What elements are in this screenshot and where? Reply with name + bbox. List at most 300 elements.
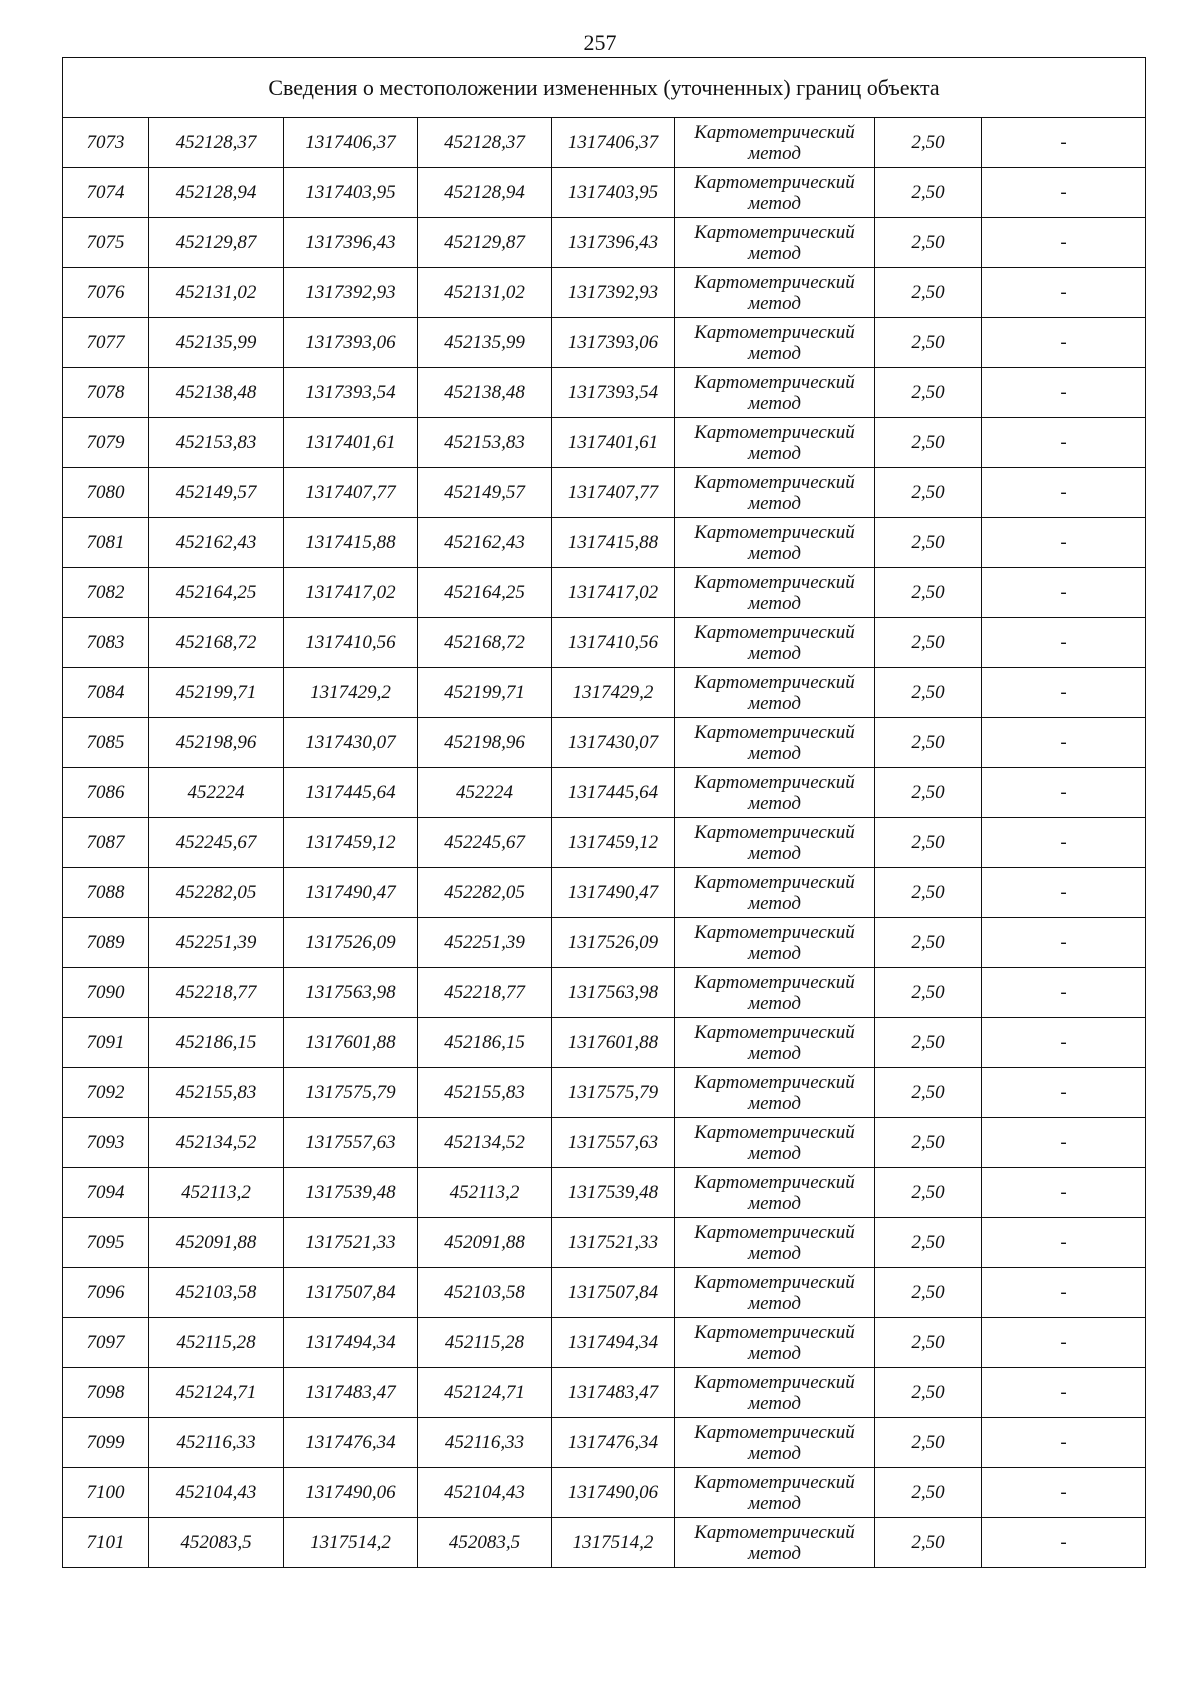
point-number-cell: 7079 <box>63 418 149 468</box>
point-number-cell: 7096 <box>63 1268 149 1318</box>
note-cell: - <box>982 1018 1146 1068</box>
existing-y-cell: 1317406,37 <box>284 118 418 168</box>
note-cell: - <box>982 268 1146 318</box>
accuracy-cell: 2,50 <box>875 368 982 418</box>
method-cell <box>675 718 875 768</box>
point-number-cell: 7097 <box>63 1318 149 1368</box>
point-number-cell: 7081 <box>63 518 149 568</box>
method-line-1: Картометрический <box>694 921 855 943</box>
refined-y-cell: 1317601,88 <box>552 1018 675 1068</box>
refined-x-cell: 452138,48 <box>418 368 552 418</box>
method-line-1: Картометрический <box>694 1021 855 1043</box>
table-row <box>63 1368 1146 1418</box>
accuracy-cell: 2,50 <box>875 818 982 868</box>
existing-x-cell: 452164,25 <box>149 568 284 618</box>
method-line-2: метод <box>748 1542 801 1564</box>
refined-y-cell: 1317445,64 <box>552 768 675 818</box>
method-line-2: метод <box>748 692 801 714</box>
refined-x-cell: 452129,87 <box>418 218 552 268</box>
method-cell <box>675 1468 875 1518</box>
refined-x-cell: 452131,02 <box>418 268 552 318</box>
point-number-cell: 7075 <box>63 218 149 268</box>
existing-y-cell: 1317483,47 <box>284 1368 418 1418</box>
method-cell <box>675 618 875 668</box>
existing-y-cell: 1317396,43 <box>284 218 418 268</box>
note-cell: - <box>982 318 1146 368</box>
method-cell <box>675 768 875 818</box>
accuracy-cell: 2,50 <box>875 1418 982 1468</box>
existing-y-cell: 1317407,77 <box>284 468 418 518</box>
refined-x-cell: 452116,33 <box>418 1418 552 1468</box>
accuracy-cell: 2,50 <box>875 468 982 518</box>
existing-y-cell: 1317393,54 <box>284 368 418 418</box>
point-number-cell: 7100 <box>63 1468 149 1518</box>
accuracy-cell: 2,50 <box>875 168 982 218</box>
refined-x-cell: 452164,25 <box>418 568 552 618</box>
note-cell: - <box>982 1518 1146 1568</box>
refined-y-cell: 1317403,95 <box>552 168 675 218</box>
method-line-2: метод <box>748 242 801 264</box>
accuracy-cell: 2,50 <box>875 668 982 718</box>
accuracy-cell: 2,50 <box>875 918 982 968</box>
refined-x-cell: 452282,05 <box>418 868 552 918</box>
existing-y-cell: 1317507,84 <box>284 1268 418 1318</box>
method-line-1: Картометрический <box>694 371 855 393</box>
refined-y-cell: 1317393,54 <box>552 368 675 418</box>
method-cell <box>675 468 875 518</box>
accuracy-cell: 2,50 <box>875 268 982 318</box>
accuracy-cell: 2,50 <box>875 1368 982 1418</box>
note-cell: - <box>982 1118 1146 1168</box>
accuracy-cell: 2,50 <box>875 968 982 1018</box>
method-line-1: Картометрический <box>694 271 855 293</box>
refined-y-cell: 1317410,56 <box>552 618 675 668</box>
refined-y-cell: 1317490,47 <box>552 868 675 918</box>
existing-x-cell: 452251,39 <box>149 918 284 968</box>
method-line-2: метод <box>748 642 801 664</box>
note-cell: - <box>982 118 1146 168</box>
table-row <box>63 468 1146 518</box>
method-line-2: метод <box>748 1092 801 1114</box>
existing-x-cell: 452116,33 <box>149 1418 284 1468</box>
existing-y-cell: 1317494,34 <box>284 1318 418 1368</box>
point-number-cell: 7078 <box>63 368 149 418</box>
table-row <box>63 768 1146 818</box>
method-line-2: метод <box>748 1442 801 1464</box>
table-row <box>63 168 1146 218</box>
boundary-coordinates-table <box>62 57 1146 1568</box>
method-cell <box>675 1418 875 1468</box>
method-line-1: Картометрический <box>694 721 855 743</box>
accuracy-cell: 2,50 <box>875 418 982 468</box>
method-cell <box>675 1068 875 1118</box>
table-row <box>63 1218 1146 1268</box>
existing-x-cell: 452218,77 <box>149 968 284 1018</box>
point-number-cell: 7080 <box>63 468 149 518</box>
method-line-1: Картометрический <box>694 821 855 843</box>
method-cell <box>675 1518 875 1568</box>
existing-y-cell: 1317415,88 <box>284 518 418 568</box>
refined-x-cell: 452128,94 <box>418 168 552 218</box>
note-cell: - <box>982 418 1146 468</box>
refined-y-cell: 1317526,09 <box>552 918 675 968</box>
method-cell <box>675 1018 875 1068</box>
refined-x-cell: 452245,67 <box>418 818 552 868</box>
method-cell <box>675 1168 875 1218</box>
table-row <box>63 1018 1146 1068</box>
refined-x-cell: 452153,83 <box>418 418 552 468</box>
table-row <box>63 1168 1146 1218</box>
table-row <box>63 1518 1146 1568</box>
method-line-1: Картометрический <box>694 121 855 143</box>
method-line-2: метод <box>748 1492 801 1514</box>
point-number-cell: 7085 <box>63 718 149 768</box>
method-cell <box>675 268 875 318</box>
table-row <box>63 1268 1146 1318</box>
refined-x-cell: 452155,83 <box>418 1068 552 1118</box>
existing-x-cell: 452186,15 <box>149 1018 284 1068</box>
table-row <box>63 268 1146 318</box>
method-cell <box>675 868 875 918</box>
method-cell <box>675 518 875 568</box>
method-cell <box>675 1218 875 1268</box>
method-line-1: Картометрический <box>694 1471 855 1493</box>
refined-y-cell: 1317406,37 <box>552 118 675 168</box>
existing-x-cell: 452134,52 <box>149 1118 284 1168</box>
existing-y-cell: 1317526,09 <box>284 918 418 968</box>
refined-x-cell: 452251,39 <box>418 918 552 968</box>
table-row <box>63 718 1146 768</box>
refined-x-cell: 452149,57 <box>418 468 552 518</box>
note-cell: - <box>982 668 1146 718</box>
method-line-2: метод <box>748 442 801 464</box>
note-cell: - <box>982 718 1146 768</box>
existing-x-cell: 452115,28 <box>149 1318 284 1368</box>
existing-x-cell: 452129,87 <box>149 218 284 268</box>
method-line-2: метод <box>748 1392 801 1414</box>
existing-y-cell: 1317476,34 <box>284 1418 418 1468</box>
accuracy-cell: 2,50 <box>875 1118 982 1168</box>
table-row <box>63 218 1146 268</box>
note-cell: - <box>982 168 1146 218</box>
accuracy-cell: 2,50 <box>875 518 982 568</box>
method-cell <box>675 218 875 268</box>
existing-y-cell: 1317490,47 <box>284 868 418 918</box>
existing-x-cell: 452113,2 <box>149 1168 284 1218</box>
note-cell: - <box>982 1268 1146 1318</box>
method-line-1: Картометрический <box>694 771 855 793</box>
refined-y-cell: 1317407,77 <box>552 468 675 518</box>
existing-y-cell: 1317563,98 <box>284 968 418 1018</box>
refined-y-cell: 1317507,84 <box>552 1268 675 1318</box>
refined-y-cell: 1317557,63 <box>552 1118 675 1168</box>
accuracy-cell: 2,50 <box>875 568 982 618</box>
note-cell: - <box>982 868 1146 918</box>
note-cell: - <box>982 368 1146 418</box>
method-line-2: метод <box>748 1342 801 1364</box>
point-number-cell: 7099 <box>63 1418 149 1468</box>
refined-x-cell: 452218,77 <box>418 968 552 1018</box>
note-cell: - <box>982 1218 1146 1268</box>
table-row <box>63 368 1146 418</box>
point-number-cell: 7087 <box>63 818 149 868</box>
accuracy-cell: 2,50 <box>875 1218 982 1268</box>
refined-y-cell: 1317459,12 <box>552 818 675 868</box>
existing-x-cell: 452128,94 <box>149 168 284 218</box>
method-line-1: Картометрический <box>694 221 855 243</box>
existing-y-cell: 1317417,02 <box>284 568 418 618</box>
note-cell: - <box>982 1418 1146 1468</box>
point-number-cell: 7089 <box>63 918 149 968</box>
refined-y-cell: 1317563,98 <box>552 968 675 1018</box>
method-cell <box>675 118 875 168</box>
point-number-cell: 7101 <box>63 1518 149 1568</box>
accuracy-cell: 2,50 <box>875 868 982 918</box>
refined-x-cell: 452199,71 <box>418 668 552 718</box>
table-row <box>63 568 1146 618</box>
table-row <box>63 618 1146 668</box>
method-line-1: Картометрический <box>694 1421 855 1443</box>
method-line-2: метод <box>748 1042 801 1064</box>
refined-y-cell: 1317521,33 <box>552 1218 675 1268</box>
refined-y-cell: 1317494,34 <box>552 1318 675 1368</box>
method-line-1: Картометрический <box>694 421 855 443</box>
method-line-1: Картометрический <box>694 1371 855 1393</box>
refined-x-cell: 452168,72 <box>418 618 552 668</box>
method-line-1: Картометрический <box>694 1521 855 1543</box>
accuracy-cell: 2,50 <box>875 1518 982 1568</box>
method-line-2: метод <box>748 192 801 214</box>
existing-y-cell: 1317490,06 <box>284 1468 418 1518</box>
method-line-2: метод <box>748 492 801 514</box>
method-line-1: Картометрический <box>694 1121 855 1143</box>
method-cell <box>675 1318 875 1368</box>
refined-x-cell: 452103,58 <box>418 1268 552 1318</box>
existing-y-cell: 1317557,63 <box>284 1118 418 1168</box>
method-line-2: метод <box>748 992 801 1014</box>
refined-y-cell: 1317392,93 <box>552 268 675 318</box>
existing-x-cell: 452198,96 <box>149 718 284 768</box>
note-cell: - <box>982 1368 1146 1418</box>
accuracy-cell: 2,50 <box>875 1268 982 1318</box>
method-line-1: Картометрический <box>694 171 855 193</box>
existing-y-cell: 1317429,2 <box>284 668 418 718</box>
refined-y-cell: 1317476,34 <box>552 1418 675 1468</box>
refined-y-cell: 1317483,47 <box>552 1368 675 1418</box>
note-cell: - <box>982 1468 1146 1518</box>
method-line-2: метод <box>748 892 801 914</box>
method-cell <box>675 918 875 968</box>
method-cell <box>675 1118 875 1168</box>
table-row <box>63 418 1146 468</box>
table-row <box>63 518 1146 568</box>
existing-x-cell: 452138,48 <box>149 368 284 418</box>
accuracy-cell: 2,50 <box>875 218 982 268</box>
existing-y-cell: 1317403,95 <box>284 168 418 218</box>
method-line-2: метод <box>748 1292 801 1314</box>
table-row <box>63 818 1146 868</box>
refined-x-cell: 452113,2 <box>418 1168 552 1218</box>
method-line-1: Картометрический <box>694 621 855 643</box>
method-line-2: метод <box>748 742 801 764</box>
note-cell: - <box>982 218 1146 268</box>
note-cell: - <box>982 518 1146 568</box>
method-cell <box>675 318 875 368</box>
refined-x-cell: 452198,96 <box>418 718 552 768</box>
table-row <box>63 1418 1146 1468</box>
method-line-1: Картометрический <box>694 321 855 343</box>
method-line-1: Картометрический <box>694 1171 855 1193</box>
point-number-cell: 7088 <box>63 868 149 918</box>
refined-y-cell: 1317401,61 <box>552 418 675 468</box>
existing-x-cell: 452128,37 <box>149 118 284 168</box>
existing-y-cell: 1317430,07 <box>284 718 418 768</box>
accuracy-cell: 2,50 <box>875 118 982 168</box>
note-cell: - <box>982 968 1146 1018</box>
method-cell <box>675 668 875 718</box>
refined-x-cell: 452091,88 <box>418 1218 552 1268</box>
existing-x-cell: 452124,71 <box>149 1368 284 1418</box>
method-line-1: Картометрический <box>694 1321 855 1343</box>
method-cell <box>675 968 875 1018</box>
method-line-1: Картометрический <box>694 971 855 993</box>
table-row <box>63 1068 1146 1118</box>
refined-x-cell: 452104,43 <box>418 1468 552 1518</box>
existing-x-cell: 452149,57 <box>149 468 284 518</box>
note-cell: - <box>982 468 1146 518</box>
existing-x-cell: 452091,88 <box>149 1218 284 1268</box>
existing-y-cell: 1317393,06 <box>284 318 418 368</box>
method-line-2: метод <box>748 342 801 364</box>
method-cell <box>675 1368 875 1418</box>
method-line-1: Картометрический <box>694 521 855 543</box>
method-cell <box>675 1268 875 1318</box>
refined-y-cell: 1317539,48 <box>552 1168 675 1218</box>
refined-y-cell: 1317393,06 <box>552 318 675 368</box>
existing-x-cell: 452168,72 <box>149 618 284 668</box>
method-cell <box>675 368 875 418</box>
accuracy-cell: 2,50 <box>875 1018 982 1068</box>
point-number-cell: 7083 <box>63 618 149 668</box>
table-title-row <box>63 58 1146 118</box>
accuracy-cell: 2,50 <box>875 1068 982 1118</box>
existing-y-cell: 1317392,93 <box>284 268 418 318</box>
method-line-2: метод <box>748 1142 801 1164</box>
point-number-cell: 7082 <box>63 568 149 618</box>
note-cell: - <box>982 818 1146 868</box>
table-title: Сведения о местоположении измененных (уточненных) границ объекта <box>63 58 1146 118</box>
note-cell: - <box>982 618 1146 668</box>
existing-x-cell: 452282,05 <box>149 868 284 918</box>
accuracy-cell: 2,50 <box>875 1168 982 1218</box>
accuracy-cell: 2,50 <box>875 1468 982 1518</box>
point-number-cell: 7091 <box>63 1018 149 1068</box>
method-line-2: метод <box>748 1242 801 1264</box>
point-number-cell: 7076 <box>63 268 149 318</box>
refined-x-cell: 452115,28 <box>418 1318 552 1368</box>
table-row <box>63 1318 1146 1368</box>
table-row <box>63 668 1146 718</box>
accuracy-cell: 2,50 <box>875 318 982 368</box>
refined-y-cell: 1317575,79 <box>552 1068 675 1118</box>
method-cell <box>675 568 875 618</box>
point-number-cell: 7077 <box>63 318 149 368</box>
existing-x-cell: 452245,67 <box>149 818 284 868</box>
table-row <box>63 968 1146 1018</box>
existing-x-cell: 452162,43 <box>149 518 284 568</box>
method-line-2: метод <box>748 592 801 614</box>
page-number: 257 <box>583 30 617 55</box>
method-line-2: метод <box>748 142 801 164</box>
refined-x-cell: 452135,99 <box>418 318 552 368</box>
method-line-1: Картометрический <box>694 571 855 593</box>
method-line-2: метод <box>748 792 801 814</box>
existing-x-cell: 452131,02 <box>149 268 284 318</box>
refined-y-cell: 1317430,07 <box>552 718 675 768</box>
method-line-2: метод <box>748 542 801 564</box>
refined-x-cell: 452134,52 <box>418 1118 552 1168</box>
table-row <box>63 318 1146 368</box>
method-line-1: Картометрический <box>694 1271 855 1293</box>
point-number-cell: 7093 <box>63 1118 149 1168</box>
accuracy-cell: 2,50 <box>875 618 982 668</box>
accuracy-cell: 2,50 <box>875 718 982 768</box>
existing-x-cell: 452199,71 <box>149 668 284 718</box>
note-cell: - <box>982 1068 1146 1118</box>
point-number-cell: 7092 <box>63 1068 149 1118</box>
refined-x-cell: 452162,43 <box>418 518 552 568</box>
refined-y-cell: 1317396,43 <box>552 218 675 268</box>
refined-y-cell: 1317429,2 <box>552 668 675 718</box>
note-cell: - <box>982 1168 1146 1218</box>
accuracy-cell: 2,50 <box>875 768 982 818</box>
existing-y-cell: 1317521,33 <box>284 1218 418 1268</box>
refined-y-cell: 1317490,06 <box>552 1468 675 1518</box>
existing-x-cell: 452083,5 <box>149 1518 284 1568</box>
point-number-cell: 7073 <box>63 118 149 168</box>
method-line-1: Картометрический <box>694 871 855 893</box>
existing-y-cell: 1317445,64 <box>284 768 418 818</box>
refined-y-cell: 1317417,02 <box>552 568 675 618</box>
accuracy-cell: 2,50 <box>875 1318 982 1368</box>
existing-y-cell: 1317575,79 <box>284 1068 418 1118</box>
point-number-cell: 7094 <box>63 1168 149 1218</box>
refined-x-cell: 452186,15 <box>418 1018 552 1068</box>
existing-x-cell: 452104,43 <box>149 1468 284 1518</box>
refined-y-cell: 1317415,88 <box>552 518 675 568</box>
refined-x-cell: 452128,37 <box>418 118 552 168</box>
method-line-1: Картометрический <box>694 1071 855 1093</box>
existing-x-cell: 452103,58 <box>149 1268 284 1318</box>
point-number-cell: 7098 <box>63 1368 149 1418</box>
table-row <box>63 918 1146 968</box>
method-line-2: метод <box>748 942 801 964</box>
method-line-2: метод <box>748 1192 801 1214</box>
table-row <box>63 1468 1146 1518</box>
existing-y-cell: 1317539,48 <box>284 1168 418 1218</box>
table-row <box>63 1118 1146 1168</box>
point-number-cell: 7090 <box>63 968 149 1018</box>
existing-y-cell: 1317459,12 <box>284 818 418 868</box>
refined-x-cell: 452124,71 <box>418 1368 552 1418</box>
point-number-cell: 7095 <box>63 1218 149 1268</box>
existing-x-cell: 452224 <box>149 768 284 818</box>
note-cell: - <box>982 568 1146 618</box>
existing-y-cell: 1317514,2 <box>284 1518 418 1568</box>
existing-y-cell: 1317601,88 <box>284 1018 418 1068</box>
point-number-cell: 7074 <box>63 168 149 218</box>
existing-x-cell: 452135,99 <box>149 318 284 368</box>
